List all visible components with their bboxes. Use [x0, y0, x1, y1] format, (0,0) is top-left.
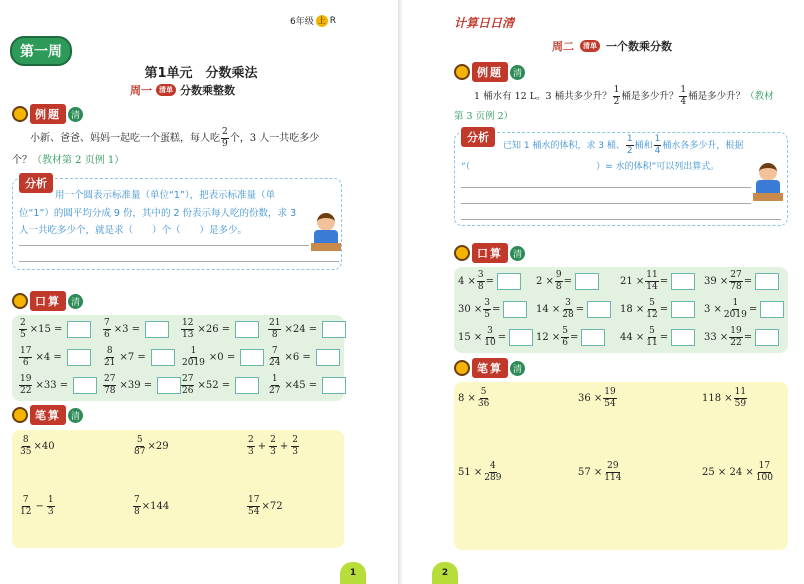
oral-item: 21 × $\frac{11}{14}$ = — [620, 271, 695, 292]
written-item: $\frac{2}{3}$ + $\frac{2}{3}$ + $\frac{2}{3}$ — [248, 435, 298, 457]
oral-item: $\frac{19}{22}$ ×33 = — [18, 375, 97, 396]
oral-item: 18 × $\frac{5}{12}$ = — [620, 299, 695, 320]
oral-item: $\frac{27}{26}$ ×52 = — [180, 375, 259, 396]
written-item: 51 × $\frac{4}{289}$ — [458, 461, 502, 483]
bee-icon — [12, 106, 28, 122]
answer-box[interactable] — [322, 377, 346, 394]
analysis-text: 已知 1 桶水的体积，求 3 桶、 $\frac{1}{2}$ 桶和 $\frac{1}{4}$ 桶水各多少升，根据 — [503, 134, 744, 156]
written-tag: 笔算 清 — [12, 405, 83, 425]
written-tag: 笔算 清 — [454, 358, 525, 378]
day-heading — [552, 38, 672, 54]
written-item: $\frac{7}{8}$ ×144 — [134, 495, 170, 517]
answer-box[interactable] — [151, 349, 175, 366]
example-text: 小新、爸爸、妈妈一起吃一个蛋糕，每人吃 $\frac{2}{9}$ 个，3 人一共吃多少 — [30, 127, 320, 149]
analysis-label: 分析 — [19, 173, 53, 193]
bee-icon — [454, 360, 470, 376]
answer-box[interactable] — [509, 329, 533, 346]
bee-icon — [12, 407, 28, 423]
answer-box[interactable] — [671, 301, 695, 318]
oral-item: 2 × $\frac{9}{8}$ = — [536, 271, 599, 292]
oral-item: 44 × $\frac{5}{11}$ = — [620, 327, 695, 348]
written-item: 36 × $\frac{19}{54}$ — [578, 387, 616, 409]
oral-tag: 口算 清 — [12, 291, 83, 311]
written-item: $\frac{17}{54}$ ×72 — [248, 495, 283, 517]
grade-text: 6年级 — [290, 17, 314, 27]
oral-item: $\frac{2}{5}$ ×15 = — [18, 319, 91, 340]
oral-tag: 口算 清 — [454, 243, 525, 263]
answer-box[interactable] — [316, 349, 340, 366]
example-tag: 例题 清 — [12, 104, 83, 124]
series-title: 计算日日清 — [454, 16, 515, 30]
day-badge: 清单 — [580, 40, 600, 52]
bee-icon — [12, 293, 28, 309]
week-badge: 第一周 — [10, 36, 72, 66]
answer-box[interactable] — [755, 329, 779, 346]
answer-box[interactable] — [497, 273, 521, 290]
oral-item: 12 × $\frac{5}{6}$ = — [536, 327, 605, 348]
oral-item: $\frac{7}{6}$ ×3 = — [102, 319, 169, 340]
written-item: $\frac{8}{35}$ ×40 — [20, 435, 55, 457]
edition-text: R — [329, 15, 336, 26]
oral-item: 33 × $\frac{19}{22}$ = — [704, 327, 779, 348]
oral-item: $\frac{12}{13}$ ×26 = — [180, 319, 259, 340]
example-text-cont: 个？（教材第 2 页例 1） — [12, 155, 125, 166]
oral-item: 15 × $\frac{3}{10}$ = — [458, 327, 533, 348]
unit-title: 第1单元 分数乘法 — [144, 66, 258, 81]
answer-box[interactable] — [235, 321, 259, 338]
answer-box[interactable] — [587, 301, 611, 318]
example-tag: 例题 清 — [454, 62, 525, 82]
answer-box[interactable] — [145, 321, 169, 338]
written-item: 118 × $\frac{11}{59}$ — [702, 387, 747, 409]
analysis-box — [12, 178, 342, 270]
answer-box[interactable] — [73, 377, 97, 394]
answer-box[interactable] — [671, 273, 695, 290]
oral-item: $\frac{17}{6}$ ×4 = — [18, 347, 91, 368]
answer-box[interactable] — [503, 301, 527, 318]
answer-box[interactable] — [671, 329, 695, 346]
student-illustration — [311, 213, 341, 253]
written-panel — [12, 430, 344, 548]
oral-item: 3 × $\frac{1}{2019}$ = — [704, 299, 784, 320]
answer-box[interactable] — [157, 377, 181, 394]
analysis-text-cont: “（ ）= 水的体积”可以列出算式。 — [461, 162, 720, 172]
grade-badge: 上 — [317, 16, 326, 25]
page-number: 1 — [340, 562, 366, 584]
oral-panel — [454, 267, 788, 353]
day-badge: 清单 — [156, 84, 176, 96]
bee-icon — [454, 64, 470, 80]
lesson-title: 分数乘整数 — [180, 84, 235, 97]
answer-box[interactable] — [575, 273, 599, 290]
answer-box[interactable] — [235, 377, 259, 394]
day-heading — [130, 82, 235, 98]
page-number: 2 — [432, 562, 458, 584]
written-item: 8 × $\frac{5}{36}$ — [458, 387, 490, 409]
answer-box[interactable] — [581, 329, 605, 346]
student-illustration — [753, 163, 783, 203]
oral-item: 30 × $\frac{3}{5}$ = — [458, 299, 527, 320]
oral-item: $\frac{8}{21}$ ×7 = — [102, 347, 175, 368]
answer-box[interactable] — [67, 321, 91, 338]
bee-icon — [454, 245, 470, 261]
answer-box[interactable] — [322, 321, 346, 338]
oral-item: $\frac{1}{2019}$ ×0 = — [180, 347, 264, 368]
day-prefix: 周二 — [552, 40, 574, 53]
written-item: 25 × 24 × $\frac{17}{100}$ — [702, 461, 773, 483]
oral-item: $\frac{7}{24}$ ×6 = — [267, 347, 340, 368]
answer-box[interactable] — [760, 301, 784, 318]
written-item: $\frac{5}{87}$ ×29 — [134, 435, 169, 457]
example-ref: 第 3 页例 2） — [454, 111, 514, 122]
example-text: 1 桶水有 12 L。3 桶共多少升？ $\frac{1}{2}$ 桶是多少升？ $\frac{1}{4}$ 桶是多少升？（教材 — [474, 85, 774, 107]
oral-item: $\frac{21}{8}$ ×24 = — [267, 319, 346, 340]
analysis-box — [454, 132, 788, 226]
answer-box[interactable] — [240, 349, 264, 366]
written-item: $\frac{7}{12}$ − $\frac{1}{3}$ — [20, 495, 54, 517]
oral-item: 4 × $\frac{3}{8}$ = — [458, 271, 521, 292]
day-prefix: 周一 — [130, 84, 152, 97]
written-panel — [454, 382, 788, 550]
analysis-label: 分析 — [461, 127, 495, 147]
right-page — [402, 0, 804, 584]
oral-item: $\frac{1}{27}$ ×45 = — [267, 375, 346, 396]
grade-header — [290, 14, 336, 27]
lesson-title: 一个数乘分数 — [606, 40, 672, 53]
oral-item: $\frac{27}{78}$ ×39 = — [102, 375, 181, 396]
oral-panel — [12, 315, 344, 401]
written-item: 57 × $\frac{29}{114}$ — [578, 461, 622, 483]
oral-item: 39 × $\frac{27}{78}$ = — [704, 271, 779, 292]
analysis-text: 用一个圆表示标准量（单位“1”），把表示标准量（单位“1”）的圆平均分成 9 份，其中的 2 份表示每人吃的份数，求 3 人一共吃多少个，就是求（ ）个（ ）是多少。 — [19, 190, 297, 237]
answer-box[interactable] — [755, 273, 779, 290]
oral-item: 14 × $\frac{3}{28}$ = — [536, 299, 611, 320]
answer-box[interactable] — [67, 349, 91, 366]
